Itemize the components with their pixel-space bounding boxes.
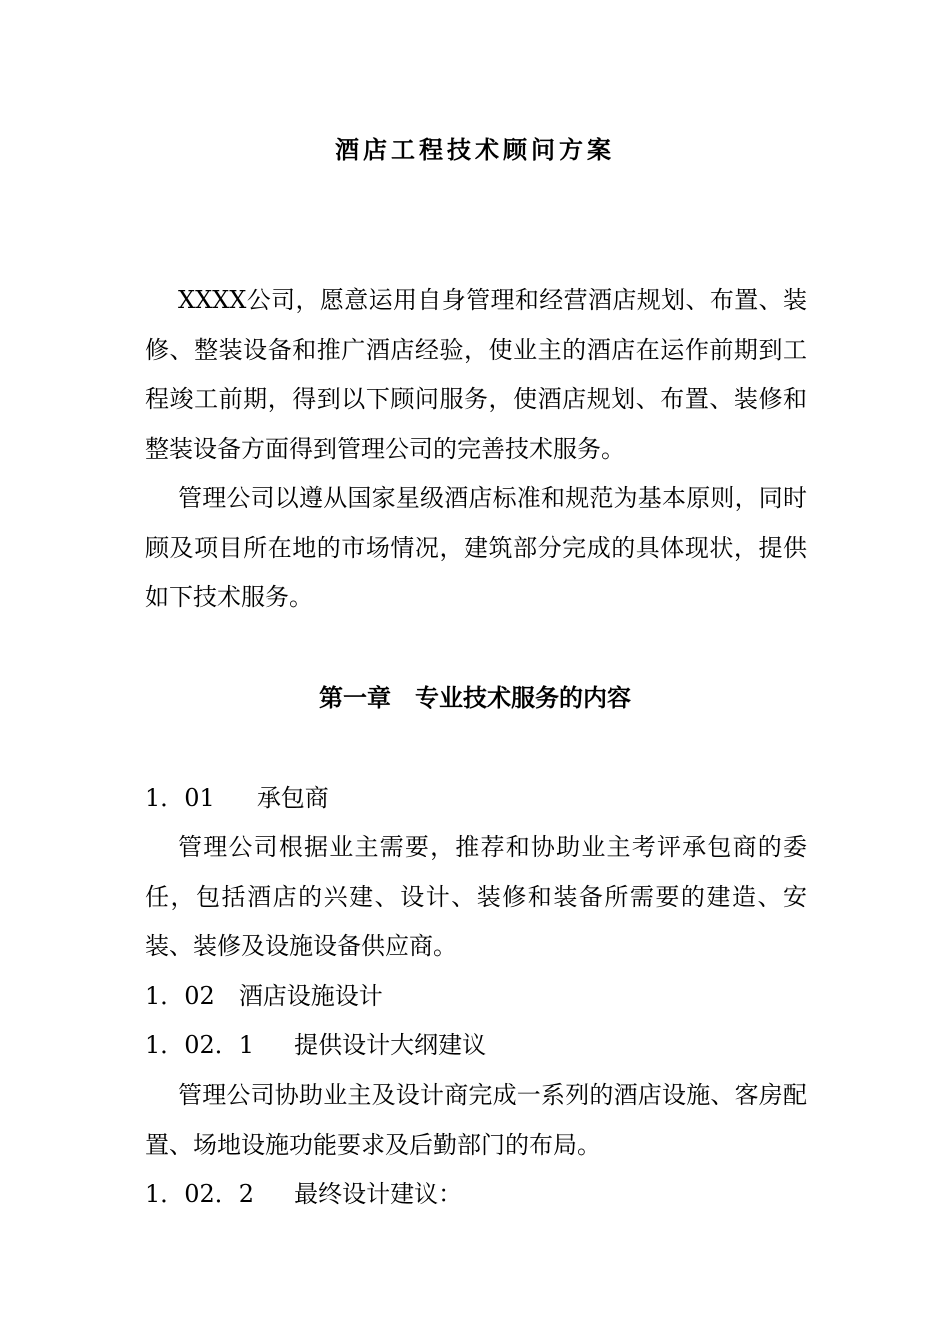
section-heading-1-02 bbox=[145, 974, 807, 1018]
section-number: 1．02．1 bbox=[145, 1031, 255, 1059]
section-title: 承包商 bbox=[256, 784, 329, 812]
section-paragraph-design-outline: 管理公司协助业主及设计商完成一系列的酒店设施、客房配置、场地设施功能要求及后勤部门的布局。 bbox=[145, 1081, 807, 1159]
section-paragraph-contractor: 管理公司根据业主需要，推荐和协助业主考评承包商的委任，包括酒店的兴建、设计、装修和装备所需要的建造、安装、装修及设施设备供应商。 bbox=[145, 833, 807, 960]
section-title: 提供设计大纲建议 bbox=[294, 1031, 487, 1059]
intro-paragraph-2: 管理公司以遵从国家星级酒店标准和规范为基本原则，同时顾及项目所在地的市场情况，建筑部分完成的具体现状，提供如下技术服务。 bbox=[145, 484, 807, 611]
section-number: 1．01 bbox=[145, 784, 215, 812]
section-title: 酒店设施设计 bbox=[238, 982, 383, 1010]
intro-paragraph-1: XXXX公司，愿意运用自身管理和经营酒店规划、布置、装修、整装设备和推广酒店经验，使业主的酒店在运作前期到工程竣工前期，得到以下顾问服务，使酒店规划、布置、装修和整装设备方面得到管理公司的完善技术服务。 bbox=[145, 286, 807, 463]
section-heading-1-02-1 bbox=[145, 1023, 807, 1067]
section-heading-1-01 bbox=[145, 776, 807, 820]
chapter-title: 第一章 专业技术服务的内容 bbox=[319, 684, 631, 712]
document-title: 酒店工程技术顾问方案 bbox=[335, 136, 615, 164]
section-number: 1．02 bbox=[145, 982, 215, 1010]
section-heading-1-02-2 bbox=[145, 1172, 807, 1216]
section-title: 最终设计建议： bbox=[294, 1180, 463, 1208]
section-number: 1．02．2 bbox=[145, 1180, 255, 1208]
